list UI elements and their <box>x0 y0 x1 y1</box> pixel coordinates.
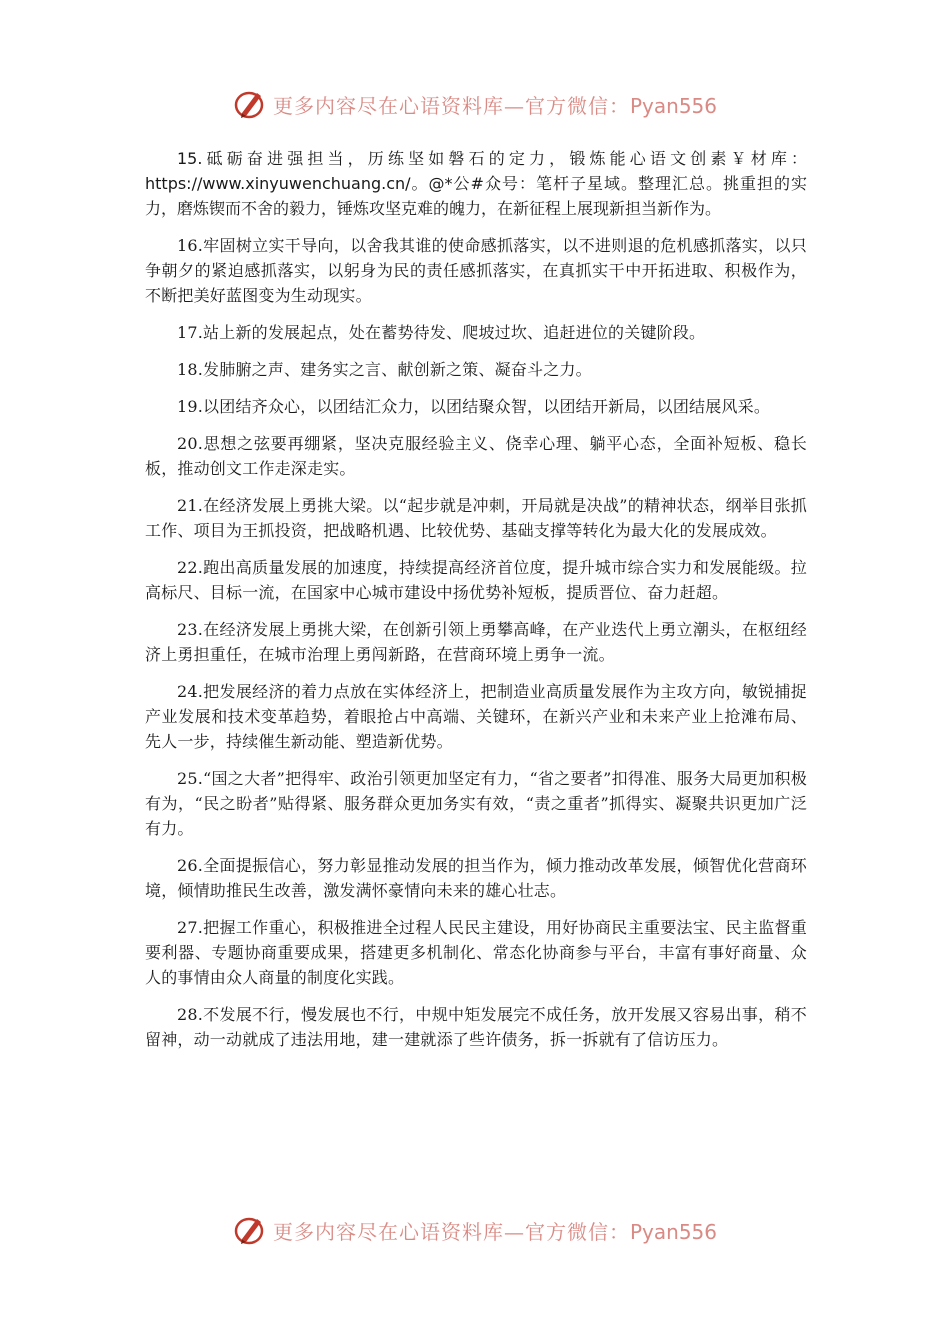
paragraph-24: 24.把发展经济的着力点放在实体经济上，把制造业高质量发展作为主攻方向，敏锐捕捉产业发展和技术变革趋势，着眼抢占中高端、关键环，在新兴产业和未来产业上抢滩布局、先人一步，持续催生新动能、塑造新优势。 <box>145 682 807 751</box>
document-body <box>145 146 807 1064</box>
paragraph-15: 15.砥砺奋进强担当，历练坚如磐石的定力，锻炼能心语文创素￥材库：https://www.xinyuwenchuang.cn/。@*公#众号：笔杆子星域。整理汇总。挑重担的实力，磨炼锲而不舍的毅力，锤炼攻坚克难的魄力，在新征程上展现新担当新作为。 <box>145 149 807 218</box>
header-banner-wechat-id: Pyan556 <box>629 93 717 118</box>
pen-logo-icon <box>233 1213 267 1247</box>
footer-banner-wechat-id: Pyan556 <box>629 1219 717 1244</box>
paragraph-22: 22.跑出高质量发展的加速度，持续提高经济首位度，提升城市综合实力和发展能级。拉高标尺、目标一流，在国家中心城市建设中扬优势补短板，提质晋位、奋力赶超。 <box>145 558 807 602</box>
paragraph-19: 19.以团结齐众心，以团结汇众力，以团结聚众智，以团结开新局，以团结展风采。 <box>177 397 771 416</box>
paragraph-27: 27.把握工作重心，积极推进全过程人民民主建设，用好协商民主重要法宝、民主监督重要利器、专题协商重要成果，搭建更多机制化、常态化协商参与平台，丰富有事好商量、众人的事情由众人商量的制度化实践。 <box>145 918 807 987</box>
paragraph-23: 23.在经济发展上勇挑大梁，在创新引领上勇攀高峰，在产业迭代上勇立潮头，在枢纽经济上勇担重任，在城市治理上勇闯新路，在营商环境上勇争一流。 <box>145 620 807 664</box>
header-banner-text <box>273 90 717 119</box>
header-banner-cn: 更多内容尽在心语资料库—官方微信： <box>272 93 630 118</box>
pen-logo-icon <box>233 87 267 121</box>
paragraph-26: 26.全面提振信心，努力彰显推动发展的担当作为，倾力推动改革发展，倾智优化营商环境，倾情助推民生改善，激发满怀豪情向未来的雄心壮志。 <box>145 856 807 900</box>
paragraph-21: 21.在经济发展上勇挑大梁。以“起步就是冲刺，开局就是决战”的精神状态，纲举目张抓工作、项目为王抓投资，把战略机遇、比较优势、基础支撑等转化为最大化的发展成效。 <box>145 496 807 540</box>
footer-banner <box>0 1208 950 1252</box>
paragraph-16: 16.牢固树立实干导向，以舍我其谁的使命感抓落实，以不进则退的危机感抓落实，以只争朝夕的紧迫感抓落实，以躬身为民的责任感抓落实，在真抓实干中开拓进取、积极作为，不断把美好蓝图变为生动现实。 <box>145 236 807 305</box>
header-banner <box>0 82 950 126</box>
paragraph-17: 17.站上新的发展起点，处在蓄势待发、爬坡过坎、追赶进位的关键阶段。 <box>177 323 706 342</box>
paragraph-18: 18.发肺腑之声、建务实之言、献创新之策、凝奋斗之力。 <box>177 360 592 379</box>
paragraph-28: 28.不发展不行，慢发展也不行，中规中矩发展完不成任务，放开发展又容易出事，稍不留神，动一动就成了违法用地，建一建就添了些许债务，拆一拆就有了信访压力。 <box>145 1005 807 1049</box>
paragraph-25: 25.“国之大者”把得牢、政治引领更加坚定有力，“省之要者”扣得准、服务大局更加积极有为，“民之盼者”贴得紧、服务群众更加务实有效，“责之重者”抓得实、凝聚共识更加广泛有力。 <box>145 769 807 838</box>
footer-banner-cn: 更多内容尽在心语资料库—官方微信： <box>272 1219 630 1244</box>
footer-banner-text <box>273 1216 717 1245</box>
paragraph-20: 20.思想之弦要再绷紧，坚决克服经验主义、侥幸心理、躺平心态，全面补短板、稳长板，推动创文工作走深走实。 <box>145 434 807 478</box>
